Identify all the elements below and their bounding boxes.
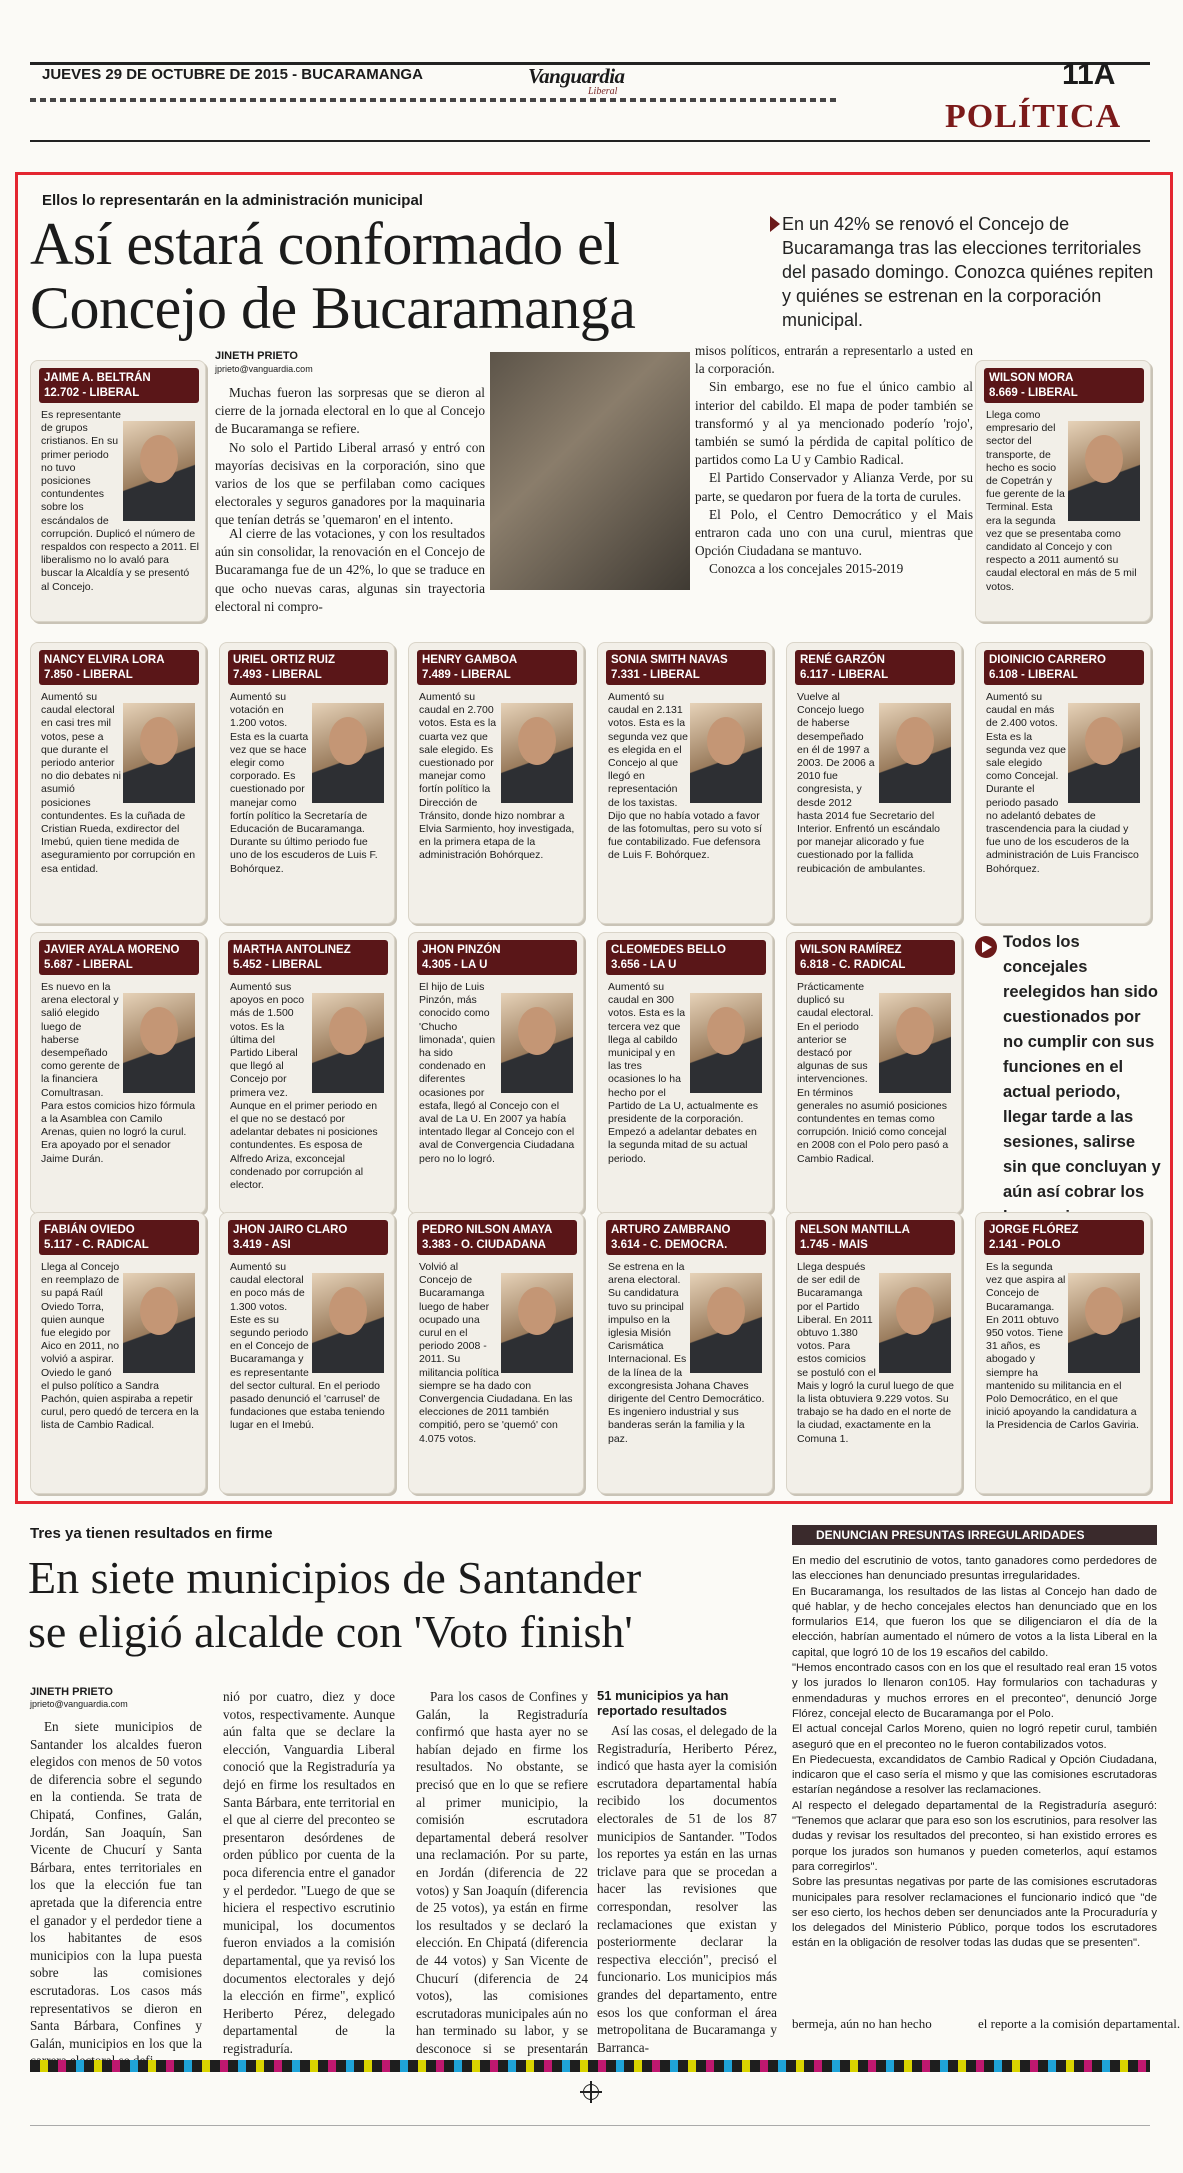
- councilor-card: [408, 932, 584, 1214]
- councilor-bio: Vuelve al Concejo luego de haberse desempeñado en él de 1997 a 2003. De 2006 a 2010 fue congresista, y desde 2012 hasta 2014 fue Secretario del Interior. Enfrentó un escándalo por manejar alicorado y fue cuestionado por la fallida reubicación de ambulantes.: [797, 691, 941, 875]
- councilor-card-header: [984, 1220, 1144, 1255]
- councilor-card: [408, 642, 584, 924]
- sidebar-paragraph: En Piedecuesta, excandidatos de Cambio Radical y Opción Ciudadana, indicaron que el caso sería el mismo y que las comisiones escrutadoras estarían negándose a resolver las reclamaciones.: [792, 1753, 1157, 1797]
- issue-date: JUEVES 29 DE OCTUBRE DE 2015 - BUCARAMANGA: [42, 66, 423, 83]
- callout-quote: Todos los concejales reelegidos han sido cuestionados por no cumplir con sus funciones en el actual periodo, llegar tarde a las sesiones, salirse sin que concluyan y aún así cobrar los: [1003, 933, 1161, 1201]
- councilor-name: NELSON MANTILLA: [800, 1224, 910, 1236]
- councilor-votes: 7.331 - LIBERAL: [611, 669, 700, 681]
- councilor-card: [219, 932, 395, 1214]
- councilor-name: MARTHA ANTOLINEZ: [233, 944, 351, 956]
- councilor-card-header: [984, 368, 1144, 403]
- councilor-bio: Aumentó su caudal en 2.700 votos. Esta es la cuarta vez que sale elegido. Es cuestionado por manejar como fortín político la Dirección de Tránsito, donde hizo nombrar a Elvia Sarmiento, hoy investigada, en la primera etapa de la administración Bohórquez.: [419, 691, 575, 862]
- councilor-card-header: [606, 940, 766, 975]
- sidebar-paragraph: En Bucaramanga, los resultados de las listas al Concejo han dado de qué hablar, y de hecho concejales electos han denunciado que en los formularios E14, que fueron los que se diligenciaron el día de la elección, habrían aumentado el número de votos a la lista Liberal en la capital, que logró 10 de los 19 escaños del cabildo.: [792, 1585, 1157, 1659]
- councilor-bio: Llega como empresario del sector del transporte, de hecho es socio de Copetrán y fue gerente de la Terminal. Esta era la segunda vez que se presentaba como candidato al Concejo y con respecto a 2011 aumentó su caudal electoral en más de 5 mil votos.: [986, 409, 1137, 593]
- second-subheading: 51 municipios ya han reportado resultados: [597, 1688, 729, 1718]
- councilor-name: RENÉ GARZÓN: [800, 654, 885, 666]
- councilor-name: WILSON RAMÍREZ: [800, 944, 902, 956]
- section-title: POLÍTICA: [945, 98, 1122, 135]
- councilor-votes: 5.687 - LIBERAL: [44, 959, 133, 971]
- lead-headline-line2: Concejo de Bucaramanga: [30, 275, 636, 341]
- lead-subtitle: En un 42% se renovó el Concejo de Bucaramanga tras las elecciones territoriales del pasado domingo. Conozca quiénes repiten y quiénes se estrenan en la corporación municipal.: [782, 214, 1154, 330]
- newspaper-logo: Vanguardia: [528, 64, 625, 88]
- councilor-card-header: [228, 650, 388, 685]
- councilor-card: [597, 642, 773, 924]
- second-byline-name: JINETH PRIETO: [30, 1686, 113, 1698]
- councilor-name: URIEL ORTIZ RUIZ: [233, 654, 336, 666]
- councilor-card: [786, 1212, 962, 1494]
- councilor-votes: 4.305 - LA U: [422, 959, 488, 971]
- councilor-votes: 5.452 - LIBERAL: [233, 959, 322, 971]
- councilor-card: [786, 642, 962, 924]
- councilor-card: [975, 360, 1151, 622]
- councilor-bio: Aumentó su caudal en más de 2.400 votos. Esta es la segunda vez que sale elegido como Concejal. Durante el periodo pasado no adelantó debates de trascendencia para la ciudad y fue uno de los escuderos de la administración de Luis Francisco Bohórquez.: [986, 691, 1139, 875]
- councilor-name: JAIME A. BELTRÁN: [44, 372, 151, 384]
- councilor-votes: 3.383 - O. CIUDADANA: [422, 1239, 546, 1251]
- councilor-card-header: [39, 940, 199, 975]
- councilor-bio: El hijo de Luis Pinzón, más conocido como 'Chucho limonada', quien ha sido condenado en diferentes ocasiones por estafa, llegó al Concejo con el aval de La U. En 2007 ya había intentado llegar al Concejo con el aval de Convergencia Ciudadana pero no lo logró.: [419, 981, 575, 1165]
- councilor-card-header: [606, 650, 766, 685]
- print-color-bar: [30, 2060, 1150, 2072]
- page-number: 11A: [1062, 58, 1116, 91]
- councilor-card-header: [795, 650, 955, 685]
- sidebar-paragraph: Sobre las presuntas negativas por parte de las comisiones escrutadoras municipales para resolver reclamaciones el funcionario indicó que "de ser eso cierto, los hechos deben ser denunciados ante la Procuraduría y los delegados del Ministerio Público, porque todos los escrutadores están en la obligación de resolver todas las dudas que se presenten".: [792, 1876, 1157, 1950]
- councilor-name: PEDRO NILSON AMAYA: [422, 1224, 553, 1236]
- lead-kicker: Ellos lo representarán en la administración municipal: [42, 192, 423, 209]
- councilor-card-header: [417, 1220, 577, 1255]
- councilor-card-header: [39, 1220, 199, 1255]
- councilor-card: [30, 360, 206, 622]
- councilor-card-header: [39, 650, 199, 685]
- councilor-card: [30, 932, 206, 1214]
- councilor-card: [975, 1212, 1151, 1494]
- councilor-bio: Aumentó su caudal en 300 votos. Esta es la tercera vez que llega al cabildo municipal y en las tres ocasiones lo ha hecho por el Partido de La U, actualmente es presidente de la corporación. Empezó a adelantar debates en la segunda mitad de su actual periodo.: [608, 981, 759, 1165]
- second-body-col4: Así las cosas, el delegado de la Registraduría, Heriberto Pérez, indicó que hasta ayer la comisión escrutadora departamental había recibido los documentos electorales de 51 de los 87 municipios de Santander. "Todos los reportes ya están en las urnas triclave para que se procedan a hacer las revisiones que correspondan, resolver las reclamaciones que existan y posteriormente declarar la respectiva elección", precisó el funcionario. Los municipios más grandes del departamento, entre esos los que conforman el área metropolitana de Bucaramanga y Barranca-: [597, 1723, 777, 2055]
- councilor-votes: 8.669 - LIBERAL: [989, 387, 1078, 399]
- councilor-bio: Llega al Concejo en reemplazo de su papá Raúl Oviedo Torra, quien aunque fue elegido por Aico en 2011, no volvió a aspirar. Oviedo le ganó el pulso político a Sandra Pachón, quien aspiraba a repetir curul, pero quedó de tercera en la lista de Cambio Radical.: [41, 1261, 199, 1432]
- councilor-name: WILSON MORA: [989, 372, 1074, 384]
- councilor-bio: Aumentó sus apoyos en poco más de 1.500 votos. Es la última del Partido Liberal que llegó al Concejo por primera vez. Aunque en el primer periodo en el que no se destacó por adelantar debates ni posiciones contundentes. Es esposa de Alfredo Ariza, exconcejal condenado por corrupción al elector.: [230, 981, 378, 1192]
- councilor-card-header: [606, 1220, 766, 1255]
- councilor-name: CLEOMEDES BELLO: [611, 944, 727, 956]
- lead-paragraph: misos políticos, entrarán a representarlo a usted en la corporación.: [695, 343, 973, 377]
- sidebar-paragraph: En medio del escrutinio de votos, tanto ganadores como perdedores de las elecciones han denunciado presuntas irregularidades.: [792, 1555, 1157, 1583]
- second-kicker: Tres ya tienen resultados en firme: [30, 1525, 273, 1542]
- councilor-votes: 7.489 - LIBERAL: [422, 669, 511, 681]
- councilor-votes: 6.108 - LIBERAL: [989, 669, 1078, 681]
- second-headline-line1: En siete municipios de Santander: [28, 1552, 642, 1603]
- sidebar-paragraph: "Hemos encontrado casos con en los que el resultado real eran 15 votos y los jurados lo llenaron con105. Hay formularios con tachaduras y enmendaduras y muchos errores en el preconteo", denunció Jorge Flórez, concejal electo de Bucaramanga por el Polo.: [792, 1662, 1157, 1720]
- councilor-name: HENRY GAMBOA: [422, 654, 518, 666]
- councilor-name: NANCY ELVIRA LORA: [44, 654, 165, 666]
- header-bottom-rule: [30, 140, 1150, 142]
- footer-rule: [30, 2125, 1150, 2126]
- lead-byline-email: jprieto@vanguardia.com: [215, 364, 313, 374]
- lead-paragraph: Sin embargo, ese no fue el único cambio al interior del cabildo. El mapa de poder también se transformó y al ya mencionado poderío 'rojo', también se sumó la pérdida de capital político de partidos como La U y Cambio Radical.: [695, 379, 973, 468]
- lead-paragraph: El Polo, el Centro Democrático y el Mais entraron cada uno con una curul, mientras que Opción Ciudadana se mantuvo.: [695, 506, 973, 559]
- councilor-bio: Prácticamente duplicó su caudal electoral. En el periodo anterior se destacó por algunas de sus intervenciones. En términos generales no asumió posiciones contundentes en temas como corrupción. Inició como concejal en 2008 con el Polo pero pasó a Cambio Radical.: [797, 981, 949, 1165]
- councilor-name: FABIÁN OVIEDO: [44, 1224, 135, 1236]
- lead-body-col1b: [215, 525, 485, 616]
- councilor-card: [975, 642, 1151, 924]
- councilor-votes: 6.117 - LIBERAL: [800, 669, 889, 681]
- councilor-bio: Aumentó su votación en 1.200 votos. Esta es la cuarta vez que se hace elegir como corporado. Es cuestionado por manejar como fortín político la Secretaría de Educación de Bucaramanga. Durante su último periodo fue uno de los escuderos de Luis F. Bohórquez.: [230, 691, 378, 875]
- council-chamber-photo: [490, 352, 690, 590]
- councilor-votes: 5.117 - C. RADICAL: [44, 1239, 149, 1251]
- councilor-name: DIOINICIO CARRERO: [989, 654, 1106, 666]
- article-continuation-2: el reporte a la comisión departamental.: [978, 2016, 1181, 2031]
- councilor-card-header: [984, 650, 1144, 685]
- second-headline-line2: se eligió alcalde con 'Voto finish': [28, 1606, 633, 1657]
- councilor-bio: Aumentó su caudal en 2.131 votos. Esta es la segunda vez que es elegida en el Concejo al que llegó en representación de los taxistas. Dijo que no había votado a favor de las fotomultas, pero su voto sí fue contabilizado. Fue defensora de Luis F. Bohórquez.: [608, 691, 763, 862]
- councilor-votes: 2.141 - POLO: [989, 1239, 1061, 1251]
- councilor-bio: Es representante de grupos cristianos. En su primer periodo no tuvo posiciones contundentes sobre los escándalos de corrupción. Duplicó el número de respaldos con respecto a 2011. El liberalismo no lo avaló para buscar la Alcaldía y se presentó al Concejo.: [41, 409, 199, 593]
- councilor-card-header: [228, 940, 388, 975]
- councilor-name: JORGE FLÓREZ: [989, 1224, 1079, 1236]
- sidebar-paragraph: El actual concejal Carlos Moreno, quien no logró repetir curul, también aseguró que en el preconteo no le fueron contabilizados votos.: [792, 1723, 1157, 1751]
- councilor-votes: 7.850 - LIBERAL: [44, 669, 133, 681]
- registration-mark-icon: [583, 2084, 599, 2100]
- councilor-bio: Llega después de ser edil de Bucaramanga por el Partido Liberal. En 2011 obtuvo 1.380 votos. Para estos comicios se postuló con el Mais y logró la curul luego de que la lista obtuviera 9.229 votos. Su trabajo se ha dado en el norte de la ciudad, exactamente en la Comuna 1.: [797, 1261, 955, 1445]
- second-body-col1: En siete municipios de Santander los alcaldes fueron elegidos con menos de 50 votos de diferencia sobre el segundo en la contienda. Se trata de Chipatá, Confines, Galán, Jordán, San Joaquín, San Vicente de Chucurí y Santa Bárbara, entes territoriales en los que la elección fue tan apretada que la diferencia entre el ganador y el perdedor tiene a los habitantes de esos municipios con la lupa puesta sobre las comisiones escrutadoras. Los casos más representativos se dieron en Santa Bárbara, Confines y Galán, municipios en los que la: [30, 1719, 202, 2051]
- sidebar-box-title: DENUNCIAN PRESUNTAS IRREGULARIDADES: [792, 1525, 1157, 1545]
- councilor-votes: 6.818 - C. RADICAL: [800, 959, 906, 971]
- councilor-card-header: [417, 940, 577, 975]
- lead-paragraph: Conozca a los concejales 2015-2019: [709, 561, 904, 577]
- councilor-card-header: [417, 650, 577, 685]
- councilor-votes: 12.702 - LIBERAL: [44, 387, 140, 399]
- lead-body-col1: [215, 384, 485, 530]
- councilor-bio: Aumentó su caudal electoral en poco más de 1.300 votos. Este es su segundo periodo en el Concejo de Bucaramanga y es representante del sector cultural. En el periodo pasado denunció el 'carrusel' de fundaciones que estaba teniendo lugar en el Imebú.: [230, 1261, 385, 1432]
- second-body-col2: nió por cuatro, diez y doce votos, respectivamente. Aunque aún falta que se declare la elección, Vanguardia Liberal conoció que la Registraduría ya dejó en firme los resultados en Santa Bárbara, ente territorial en el que al cierre del preconteo se presentaron desórdenes de orden público por cuenta de la poca diferencia entre el ganador y el perdedor. "Luego de que se hiciera el respectivo escrutinio municipal, los documentos fueron enviados a la comisión departamental, que ya revisó los documentos electorales y dejó la elección en firme", explicó Heriberto Pérez, delegado departamental de la registraduría.: [223, 1689, 395, 2056]
- councilor-name: JHON PINZÓN: [422, 944, 501, 956]
- newspaper-logo-sub: Liberal: [588, 86, 618, 97]
- councilor-card: [408, 1212, 584, 1494]
- lead-paragraph: El Partido Conservador y Alianza Verde, por su parte, se quedaron por fuera de la torta de curules.: [695, 470, 973, 504]
- councilor-card-header: [39, 368, 199, 403]
- lead-headline-line1: Así estará conformado el: [30, 211, 620, 277]
- councilor-votes: 7.493 - LIBERAL: [233, 669, 322, 681]
- councilor-bio: Aumentó su caudal electoral en casi tres mil votos, pese a que durante el periodo anterior no dio debates ni asumió posiciones contundentes. Es la cuñada de Cristian Rueda, exdirector del Imebú, quien tiene medida de aseguramiento por corrupción en esa entidad.: [41, 691, 196, 875]
- councilor-votes: 3.419 - ASI: [233, 1239, 291, 1251]
- lead-byline-name: JINETH PRIETO: [215, 350, 298, 362]
- councilor-card: [219, 1212, 395, 1494]
- lead-body-col2: [695, 342, 973, 579]
- councilor-name: JHON JAIRO CLARO: [233, 1224, 348, 1236]
- councilor-card: [786, 932, 962, 1214]
- councilor-card: [30, 642, 206, 924]
- councilor-bio: Es la segunda vez que aspira al Concejo de Bucaramanga. En 2011 obtuvo 950 votos. Tiene 31 años, es abogado y siempre ha mantenido su militancia en el Polo Democrático, en el que inició apoyando la candidatura a la Presidencia de Carlos Gaviria.: [986, 1261, 1139, 1432]
- councilor-card-header: [795, 1220, 955, 1255]
- councilor-name: SONIA SMITH NAVAS: [611, 654, 728, 666]
- subtitle-marker-icon: [770, 216, 780, 232]
- councilor-bio: Es nuevo en la arena electoral y salió elegido luego de haberse desempeñado como gerente de la financiera Comultrasan. Para estos comicios hizo fórmula a la Asamblea con Camilo Arenas, quien no logró la curul. Era apoyado por el senador Jaime Durán.: [41, 981, 196, 1165]
- councilor-votes: 3.656 - LA U: [611, 959, 677, 971]
- header-dashed-rule: [30, 98, 840, 102]
- councilor-card: [30, 1212, 206, 1494]
- councilor-card: [597, 1212, 773, 1494]
- lead-paragraph: No solo el Partido Liberal arrasó y entró con mayorías decisivas en la corporación, sino que varios de los que se perfilaban como caciques electorales y seguros ganadores por la maquinaria que tenían detrás se 'quemaron' en el intento.: [215, 439, 485, 528]
- councilor-card-header: [228, 1220, 388, 1255]
- councilor-votes: 3.614 - C. DEMOCRA.: [611, 1239, 728, 1251]
- sidebar-box-body: [792, 1554, 1157, 1952]
- councilor-bio: Volvió al Concejo de Bucaramanga luego de haber ocupado una curul en el periodo 2008 - 2011. Su militancia política siempre se ha dado con Convergencia Ciudadana. En las elecciones de 2011 también compitió, pero se 'quemó' con 4.075 votos.: [419, 1261, 573, 1445]
- councilor-votes: 1.745 - MAIS: [800, 1239, 868, 1251]
- councilor-card-header: [795, 940, 955, 975]
- second-byline-email: jprieto@vanguardia.com: [30, 1699, 128, 1709]
- article-continuation-1: bermeja, aún no han hecho: [792, 2016, 932, 2031]
- lead-paragraph: Al cierre de las votaciones, y con los resultados aún sin consolidar, la renovación en el Concejo de Bucaramanga fue de un 42%, lo que se traduce en que ocho nuevas caras, algunas sin trayectoria electoral ni compro-: [215, 526, 485, 614]
- second-body-col3: Para los casos de Confines y Galán, la Registraduría confirmó que hasta ayer no se habían dejado en firme los resultados. No obstante, se precisó que en lo que se refiere al primer municipio, la comisión escrutadora departamental deberá resolver una reclamación. Por su parte, en Jordán (diferencia de 22 votos) y San Joaquín (diferencia de 25 votos), ya están en firme los resultados y se declaró la elección. En Chipatá (diferencia de 44 votos) y San Vicente de Chucurí (diferencia de 24 votos), las comisiones escrutadoras municipales aún no han terminado su labor, y se desconoce si se presentarán: [416, 1689, 588, 2056]
- councilor-name: JAVIER AYALA MORENO: [44, 944, 180, 956]
- councilor-name: ARTURO ZAMBRANO: [611, 1224, 731, 1236]
- councilor-card: [219, 642, 395, 924]
- callout-arrow-icon: [975, 936, 997, 958]
- councilor-bio: Se estrena en la arena electoral. Su candidatura tuvo su principal impulso en la iglesia Misión Carismática Internacional. Es de la línea de la excongresista Johana Chaves dirigente del Centro Democrático. Es ingeniero industrial y sus banderas serán la familia y la paz.: [608, 1261, 765, 1445]
- lead-paragraph: Muchas fueron las sorpresas que se dieron al cierre de la jornada electoral en lo que al Concejo de Bucaramanga se refiere.: [215, 385, 485, 437]
- councilor-card: [597, 932, 773, 1214]
- sidebar-paragraph: Al respecto el delegado departamental de la Registraduría aseguró: "Tenemos que aclarar que para eso son los escrutinios, para resolver las dudas y revisar los resultados del preconteo, si han existido errores es porque los jurados son humanos y pueden cometerlos, aquí estamos para corregirlos".: [792, 1799, 1157, 1873]
